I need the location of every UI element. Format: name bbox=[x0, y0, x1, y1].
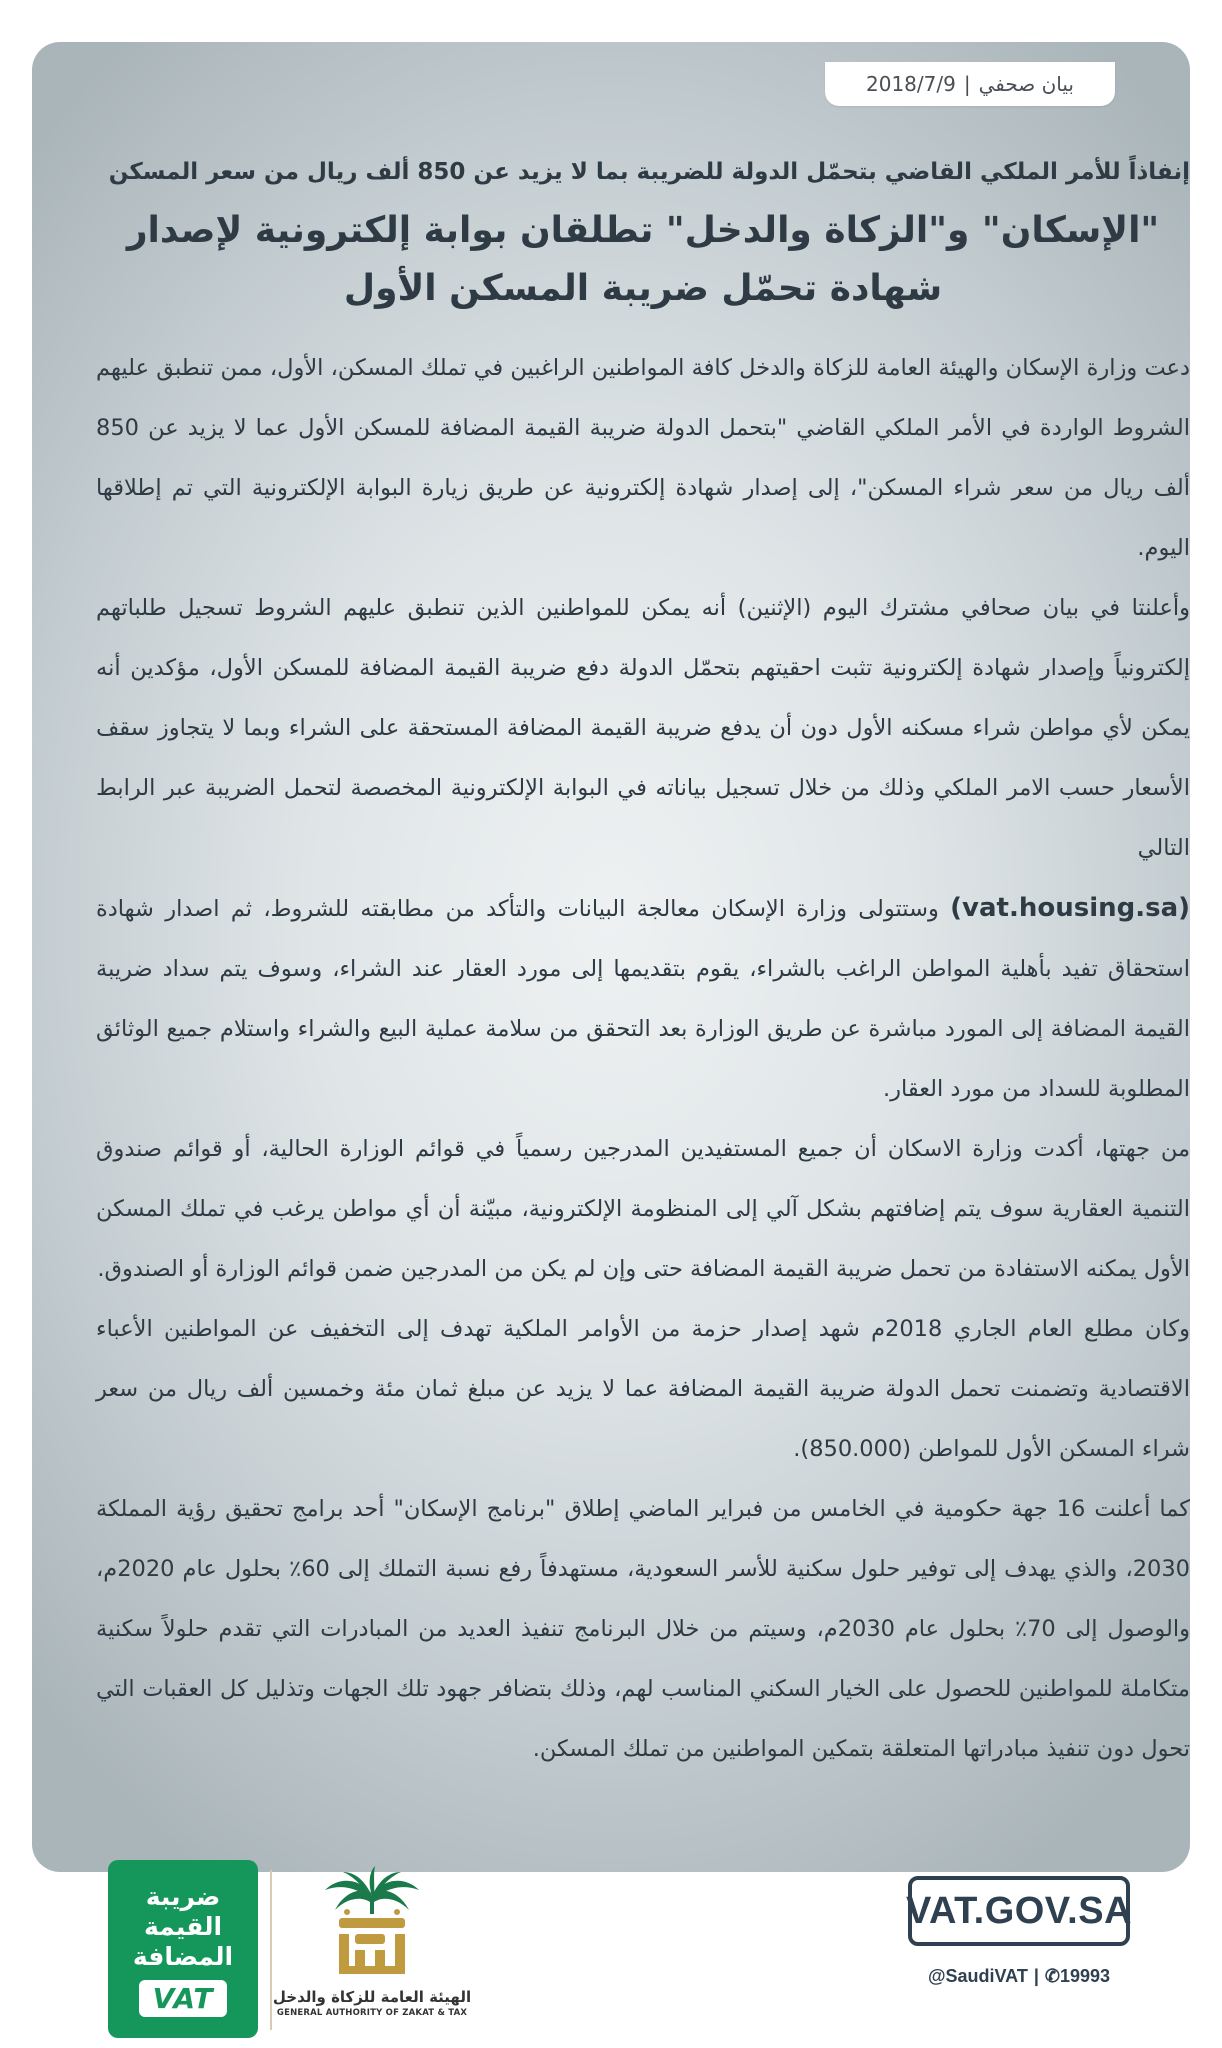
paragraph-3 bbox=[96, 878, 1190, 1119]
vat-logo-line-3: المضافة bbox=[132, 1941, 234, 1971]
vat-logo-line-2: القيمة bbox=[143, 1911, 223, 1941]
vat-logo bbox=[108, 1860, 258, 2038]
zakat-name-english: GENERAL AUTHORITY OF ZAKAT & TAX bbox=[276, 2008, 468, 2018]
contact-line bbox=[908, 1966, 1130, 1987]
paragraph-6: كما أعلنت 16 جهة حكومية في الخامس من فبراير الماضي إطلاق "برنامج الإسكان" أحد برامج تحقيق رؤية المملكة 2030، والذي يهدف إلى توفير حلول سكنية للأسر السعودية، مستهدفاً رفع نسبة التملك إلى 60٪ بحلول عام 2020م، والوصول إلى 70٪ بحلول عام 2030م، وسيتم من خلال البرنامج تنفيذ العديد من المبادرات التي تقدم حلولاً سكنية متكاملة للمواطنين للحصول على الخيار السكني المناسب لهم، وذلك بتضافر جهود تلك الجهات وتذليل كل العقبات التي تحول دون تنفيذ مبادراتها المتعلقة بتمكين المواطنين من تملك المسكن. bbox=[96, 1496, 1191, 1762]
vat-logo-arabic bbox=[133, 1882, 233, 1972]
date-tag bbox=[825, 62, 1115, 106]
vat-logo-badge: VAT bbox=[139, 1980, 228, 2017]
contact-separator: | bbox=[1033, 1966, 1039, 1986]
paragraph-5: وكان مطلع العام الجاري 2018م شهد إصدار حزمة من الأوامر الملكية تهدف إلى التخفيف عن المواطنين الأعباء الاقتصادية وتضمنت تحمل الدولة ضريبة القيمة المضافة عما لا يزيد عن مبلغ ثمان مئة وخمسين ألف ريال من سعر شراء المسكن الأول للمواطن (850.000). bbox=[96, 1316, 1190, 1462]
vat-logo-line-1: ضريبة bbox=[145, 1881, 221, 1911]
paragraph-1: دعت وزارة الإسكان والهيئة العامة للزكاة والدخل كافة المواطنين الراغبين في تملك المسكن، الأول، ممن تنطبق عليهم الشروط الواردة في الأمر الملكي القاضي "بتحمل الدولة ضريبة القيمة المضافة للمسكن الأول عما لا يزيد عن 850 ألف ريال من سعر شراء المسكن"، إلى إصدار شهادة إلكترونية عن طريق زيارة البوابة الإلكترونية التي تم إطلاقها اليوم. bbox=[96, 355, 1190, 561]
zakat-authority-logo bbox=[272, 1866, 472, 2044]
website-label[interactable]: VAT.GOV.SA bbox=[908, 1876, 1130, 1946]
headline-line-1: "الإسكان" و"الزكاة والدخل" تطلقان بوابة إلكترونية لإصدار bbox=[126, 210, 1160, 251]
release-date: 2018/7/9 bbox=[866, 72, 956, 96]
paragraph-2 bbox=[96, 578, 1190, 878]
press-release-card bbox=[32, 42, 1190, 1872]
article bbox=[96, 150, 1190, 1779]
phone-number[interactable]: 19993 bbox=[1059, 1966, 1111, 1986]
headline-line-2: شهادة تحمّل ضريبة المسكن الأول bbox=[343, 268, 943, 309]
footer bbox=[0, 1860, 1222, 2048]
subtitle: إنفاذاً للأمر الملكي القاضي بتحمّل الدولة للضريبة بما لا يزيد عن 850 ألف ريال من سعر المسكن bbox=[108, 159, 1190, 185]
twitter-handle[interactable]: @SaudiVAT bbox=[927, 1966, 1028, 1986]
paragraph-4: من جهتها، أكدت وزارة الاسكان أن جميع المستفيدين المدرجين رسمياً في قوائم الوزارة الحالية، أو قوائم صندوق التنمية العقارية سوف يتم إضافتهم بشكل آلي إلى المنظومة الإلكترونية، مبيّنة أن أي مواطن يرغب في تملك المسكن الأول يمكنه الاستفادة من تحمل ضريبة القيمة المضافة حتى وإن لم يكن من المدرجين ضمن قوائم الوزارة أو الصندوق. bbox=[96, 1136, 1190, 1282]
paragraph-2-text: وأعلنتا في بيان صحافي مشترك اليوم (الإثنين) أنه يمكن للمواطنين الذين تنطبق عليهم الشروط تسجيل طلباتهم إلكترونياً وإصدار شهادة إلكترونية تثبت احقيتهم بتحمّل الدولة دفع ضريبة القيمة المضافة للمسكن الأول، مؤكدين أنه يمكن لأي مواطن شراء مسكنه الأول دون أن يدفع ضريبة القيمة المضافة المستحقة على الشراء وبما لا يتجاوز سقف الأسعار حسب الامر الملكي وذلك من خلال تسجيل بياناته في البوابة الإلكترونية المخصصة لتحمل الضريبة عبر الرابط التالي bbox=[96, 595, 1190, 861]
phone-icon: ✆ bbox=[1044, 1966, 1060, 1986]
tag-separator: | bbox=[963, 72, 971, 96]
doc-type-label: بيان صحفي bbox=[978, 72, 1074, 96]
palm-tree-icon bbox=[317, 1866, 427, 1984]
zakat-name-arabic: الهيئة العامة للزكاة والدخل bbox=[272, 1988, 472, 2006]
paragraph-3-text: وستتولى وزارة الإسكان معالجة البيانات والتأكد من مطابقته للشروط، ثم اصدار شهادة استحقاق تفيد بأهلية المواطن الراغب بالشراء، يقوم بتقديمها إلى مورد العقار عند الشراء، وسوف يتم سداد ضريبة القيمة المضافة إلى المورد مباشرة عن طريق الوزارة بعد التحقق من سلامة عملية البيع والشراء واستلام جميع الوثائق المطلوبة للسداد من مورد العقار. bbox=[96, 896, 1190, 1102]
headline bbox=[96, 202, 1190, 318]
article-body bbox=[96, 338, 1190, 1779]
portal-link[interactable]: (vat.housing.sa) bbox=[950, 893, 1191, 923]
